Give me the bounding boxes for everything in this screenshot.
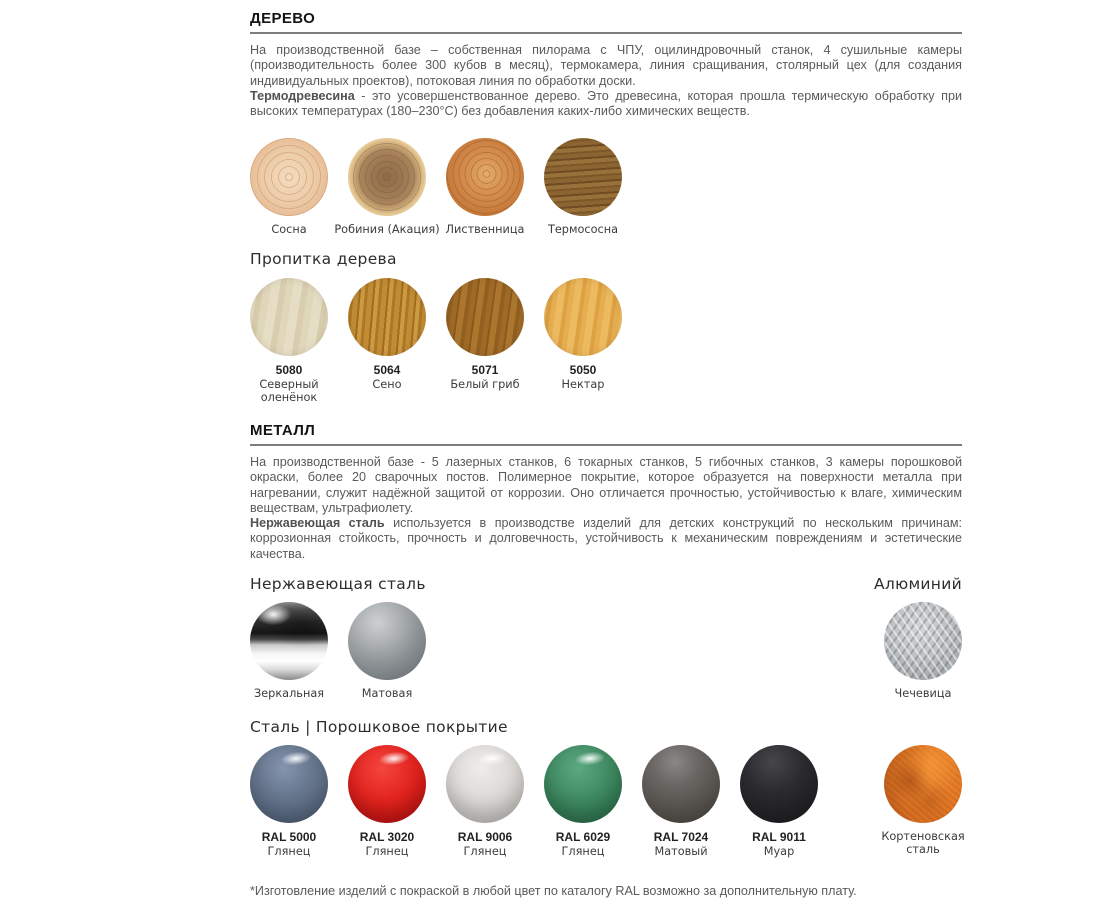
impregnation-code: 5071 bbox=[471, 362, 499, 377]
ral-6029-sphere-image bbox=[544, 745, 622, 823]
wood-paragraph-2 bbox=[250, 89, 962, 120]
aluminum-swatch-checker bbox=[884, 602, 962, 701]
impregnation-name: Белый гриб bbox=[450, 377, 520, 391]
mirror-steel-sphere-image bbox=[250, 602, 328, 680]
impregnation-row bbox=[250, 278, 962, 405]
wood-paragraph-2-rest: - это усовершенствованное дерево. Это древесина, которая прошла термическую обработку при высоких температурах (180–230°C) без добавления каких-либо химических веществ. bbox=[250, 88, 962, 119]
wood-swatch-thermo bbox=[544, 138, 622, 237]
metal-paragraph-2 bbox=[250, 516, 962, 562]
impregnation-name: Сено bbox=[372, 377, 402, 391]
metal-section-heading: МЕТАЛЛ bbox=[250, 421, 316, 439]
stainless-aluminum-row bbox=[250, 602, 962, 701]
powder-swatch-ral7024 bbox=[642, 745, 720, 859]
ral-code: RAL 9006 bbox=[457, 829, 513, 844]
stainless-swatch-matte bbox=[348, 602, 426, 701]
color-5071-image bbox=[446, 278, 524, 356]
color-5050-image bbox=[544, 278, 622, 356]
impregnation-heading: Пропитка дерева bbox=[250, 249, 397, 268]
impregnation-code: 5050 bbox=[569, 362, 597, 377]
stainless-swatch-mirror bbox=[250, 602, 328, 701]
checker-plate-image bbox=[884, 602, 962, 680]
wood-paragraph-1: На производственной базе – собственная пилорама с ЧПУ, оцилиндровочный станок, 4 сушильные камеры (производительность более 300 кубов в месяц), термокамера, линия сращивания, столярный цех (для создания индивидуальных проектов), потоковая линия по обработки доски. bbox=[250, 43, 962, 88]
impregnation-code: 5064 bbox=[373, 362, 401, 377]
powder-swatch-ral5000 bbox=[250, 745, 328, 859]
robinia-wood-slice-image bbox=[348, 138, 426, 216]
swatch-label: Робиния (Акация) bbox=[334, 223, 440, 237]
impregnation-name: Северный оленёнок bbox=[259, 377, 319, 405]
larch-wood-slice-image bbox=[446, 138, 524, 216]
ral-finish: Глянец bbox=[267, 844, 311, 858]
impregnation-swatch-5080 bbox=[250, 278, 328, 405]
wood-swatch-robinia bbox=[334, 138, 440, 237]
ral-code: RAL 3020 bbox=[359, 829, 415, 844]
ral-code: RAL 9011 bbox=[752, 829, 806, 844]
wood-paragraph-2-lead: Термодревесина bbox=[250, 88, 355, 103]
corten-steel-swatch bbox=[881, 745, 965, 857]
color-5064-image bbox=[348, 278, 426, 356]
corten-steel-image bbox=[884, 745, 962, 823]
powder-coating-heading: Сталь | Порошковое покрытие bbox=[250, 717, 508, 736]
metal-paragraph-2-lead: Нержавеющая сталь bbox=[250, 516, 385, 531]
swatch-label: Чечевица bbox=[894, 687, 952, 701]
sosna-wood-slice-image bbox=[250, 138, 328, 216]
page-content bbox=[250, 10, 965, 898]
powder-swatch-ral3020 bbox=[348, 745, 426, 859]
ral-finish: Глянец bbox=[561, 844, 605, 858]
metal-paragraph-2-rest: используется в производстве изделий для детских конструкций по нескольким причинам: коррозионная стойкость, прочность и долговечность, устойчивость к механическим повреждениям и эстетические качества. bbox=[250, 516, 962, 561]
stainless-aluminum-heading-row bbox=[250, 575, 962, 593]
ral-code: RAL 7024 bbox=[653, 829, 709, 844]
wood-swatch-larch bbox=[446, 138, 524, 237]
powder-swatch-ral9011 bbox=[740, 745, 818, 859]
impregnation-swatch-5071 bbox=[446, 278, 524, 392]
powder-swatch-ral6029 bbox=[544, 745, 622, 859]
stainless-heading: Нержавеющая сталь bbox=[250, 575, 426, 594]
powder-swatch-ral9006 bbox=[446, 745, 524, 859]
metal-paragraph-1: На производственной базе - 5 лазерных станков, 6 токарных станков, 5 гибочных станков, 3 камеры порошковой окраски, более 20 сварочных постов. Полимерное покрытие, которое образуется на поверхности металла при нагревании, служит надёжной защитой от коррозии. Оно отличается прочностью, устойчивостью к влаге, химическим веществам, ультрафиолету. bbox=[250, 454, 962, 515]
wood-section-heading: ДЕРЕВО bbox=[250, 10, 316, 27]
ral-finish: Глянец bbox=[365, 844, 409, 858]
ral-finish: Муар bbox=[763, 844, 795, 858]
swatch-label: Матовая bbox=[361, 687, 413, 701]
impregnation-swatch-5064 bbox=[348, 278, 426, 392]
impregnation-name: Нектар bbox=[561, 377, 605, 391]
ral-finish: Глянец bbox=[463, 844, 507, 858]
swatch-label: Зеркальная bbox=[253, 687, 325, 701]
swatch-label: Лиственница bbox=[445, 223, 525, 237]
ral-code: RAL 5000 bbox=[261, 829, 317, 844]
ral-finish: Матовый bbox=[654, 844, 708, 858]
powder-coating-row bbox=[250, 745, 965, 859]
ral-9006-sphere-image bbox=[446, 745, 524, 823]
thermopine-wood-image bbox=[544, 138, 622, 216]
swatch-label: Кортеновская сталь bbox=[881, 829, 965, 857]
wood-swatch-sosna bbox=[250, 138, 328, 237]
metal-section-divider bbox=[250, 444, 962, 446]
swatch-label: Сосна bbox=[271, 223, 307, 237]
wood-species-row bbox=[250, 138, 962, 237]
swatch-label: Термососна bbox=[547, 223, 619, 237]
impregnation-swatch-5050 bbox=[544, 278, 622, 392]
wood-section-divider bbox=[250, 32, 962, 34]
ral-code: RAL 6029 bbox=[555, 829, 611, 844]
ral-5000-sphere-image bbox=[250, 745, 328, 823]
ral-9011-sphere-image bbox=[740, 745, 818, 823]
ral-footnote: *Изготовление изделий с покраской в любой цвет по каталогу RAL возможно за дополнительную плату. bbox=[250, 884, 857, 898]
ral-3020-sphere-image bbox=[348, 745, 426, 823]
aluminum-heading: Алюминий bbox=[873, 575, 962, 594]
matte-steel-sphere-image bbox=[348, 602, 426, 680]
ral-7024-sphere-image bbox=[642, 745, 720, 823]
color-5080-image bbox=[250, 278, 328, 356]
impregnation-code: 5080 bbox=[275, 362, 303, 377]
